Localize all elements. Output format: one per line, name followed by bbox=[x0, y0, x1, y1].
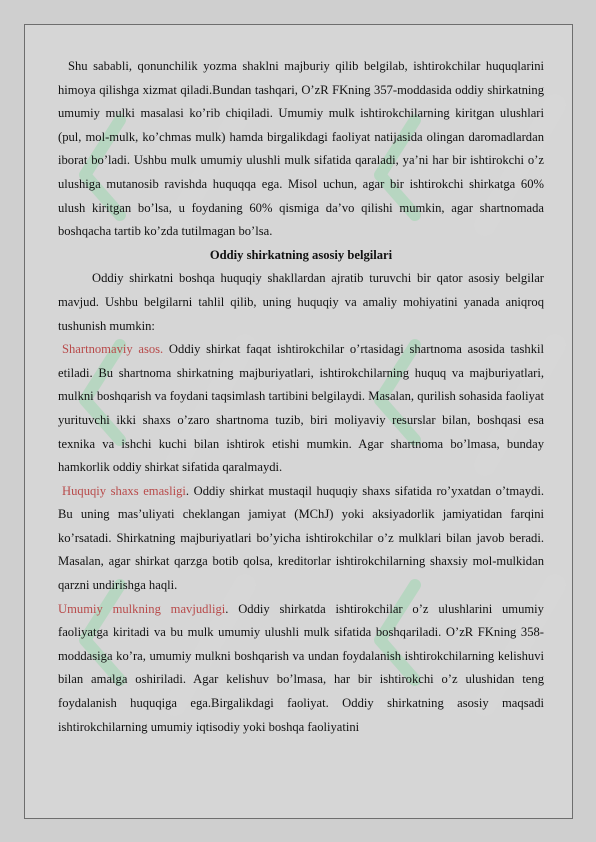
paragraph: Oddiy shirkatni boshqa huquqiy shakllardan ajratib turuvchi bir qator asosiy belgilar mavjud. Ushbu belgilarni tahlil qilib, uning huquqiy va amaliy mohiyatini yanada aniqroq tushunish mumkin: bbox=[58, 271, 544, 333]
paragraph-text: . Oddiy shirkat mustaqil huquqiy shaxs sifatida ro’yxatdan o’tmaydi. Bu uning mas’uliyati cheklangan jamiyat (MChJ) yoki aksiyadorlik jamiyatidan farqini ko’rsatadi. Shirkatning majburiyatlari bo’yicha ishtirokchilar o’z mulklari bilan javob beradi. Masalan, agar shirkat qarzga botib qolsa, kreditorlar ishtirokchilarning shaxsiy mol-mulkidan qarzni undirishga haqli. bbox=[58, 483, 544, 593]
term-highlight: Huquqiy shaxs emasligi bbox=[62, 483, 186, 498]
paragraph bbox=[58, 598, 544, 740]
paragraph-text: Oddiy shirkat faqat ishtirokchilar o’rtasidagi shartnoma asosida tashkil etiladi. Bu shartnoma shirkatning majburiyatlari, ishtirokchilarning huquq va majburiyatlari, mulkni boshqarish va foydani taqsimlash tartibini belgilaydi. Masalan, qurilish sohasida faoliyat yurituvchi ikki shaxs o’zaro shartnoma tuzib, biri moliyaviy resurslar bilan, boshqasi esa texnika va ishchi kuchi bilan ishtirok etishi mumkin. Agar shartnoma bo’lmasa, bunday hamkorlik oddiy shirkat sifatida qaralmaydi. bbox=[58, 342, 544, 475]
section-heading: Oddiy shirkatning asosiy belgilari bbox=[209, 247, 393, 262]
paragraph-text: . Oddiy shirkatda ishtirokchilar o’z ulushlarini umumiy faoliyatga kiritadi va bu mulk umumiy ulushli mulk sifatida boshqariladi. O’zR FKning 358-moddasiga ko’ra, umumiy mulkni boshqarish va undan foydalanish ishtirokchilarning kelishuvi bilan amalga oshiriladi. Agar kelishuv bo’lmasa, har bir ishtirokchi o’z ulushidan teng foydalanish huquqiga ega.Birgalikdagi faoliyat. Oddiy shirkatning asosiy maqsadi ishtirokchilarning umumiy iqtisodiy yoki boshqa faoliyatini bbox=[58, 601, 544, 734]
term-highlight: Umumiy mulkning mavjudligi bbox=[58, 601, 226, 616]
term-highlight: Shartnomaviy asos. bbox=[62, 342, 164, 357]
document-body bbox=[58, 55, 544, 739]
paragraph bbox=[58, 338, 544, 480]
paragraph bbox=[58, 480, 544, 598]
page-frame bbox=[24, 24, 573, 819]
paragraph: Shu sababli, qonunchilik yozma shaklni majburiy qilib belgilab, ishtirokchilar huquqlarini himoya qilishga xizmat qiladi.Bundan tashqari, O’zR FKning 357-moddasida oddiy shirkatning umumiy mulki masalasi ko’rib chiqiladi. Umumiy mulk ishtirokchilarning kiritgan ulushlari (pul, mol-mulk, ko’chmas mulk) hamda birgalikdagi faoliyat natijasida olingan daromadlardan iborat bo’ladi. Ushbu mulk umumiy ulushli mulk sifatida qaraladi, ya’ni har bir ishtirokchi o’z ulushiga mutanosib ravishda huquqqa ega. Misol uchun, agar bir ishtirokchi shirkatga 60% ulush kiritgan bo’lsa, u foydaning 60% qismiga da’vo qilishi mumkin, agar shartnomada boshqacha tartib ko’zda tutilmagan bo’lsa. bbox=[58, 59, 544, 239]
